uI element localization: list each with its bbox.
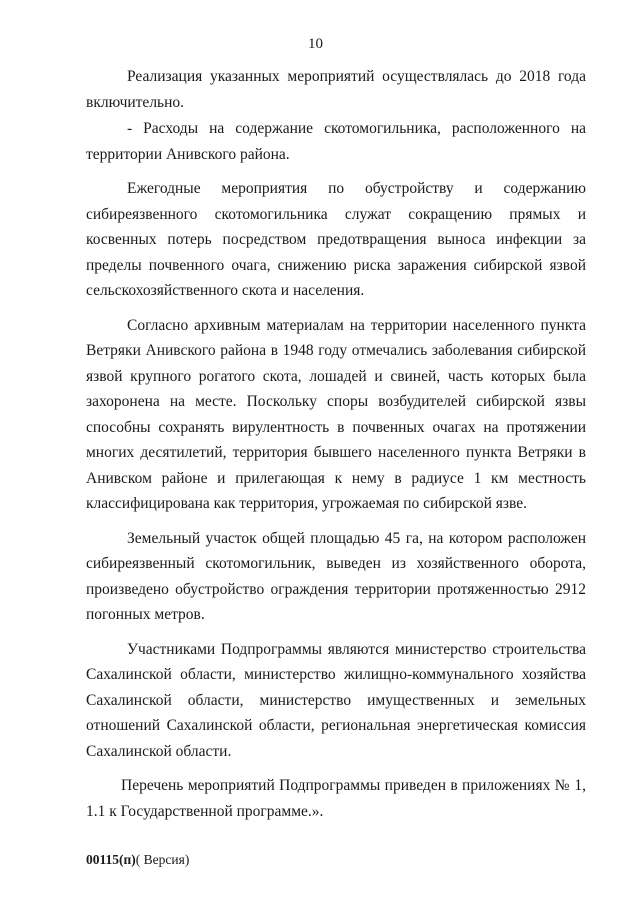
document-version: ( Версия) [135, 852, 190, 867]
paragraph-land-plot: Земельный участок общей площадью 45 га, на котором расположен сибиреязвенный скотомогильник, выведен из хозяйственного оборота, произведено обустройство ограждения территории протяженностью 2912 погонных метров. [86, 529, 586, 623]
paragraph-implementation-period: Реализация указанных мероприятий осуществлялась до 2018 года включительно. [86, 68, 586, 111]
paragraph-participants: Участниками Подпрограммы являются министерство строительства Сахалинской области, министерство жилищно-коммунального хозяйства Сахалинской области, министерство имущественных и земельных отношений Сахалинской области, региональная энергетическая комиссия Сахалинской области. [86, 640, 586, 760]
paragraph-maintenance-expenses: - Расходы на содержание скотомогильника, расположенного на территории Анивского района. [86, 120, 586, 163]
page-number: 10 [308, 36, 323, 52]
paragraph-annual-measures: Ежегодные мероприятия по обустройству и содержанию сибиреязвенного скотомогильника служат сокращению прямых и косвенных потерь посредством предотвращения выноса инфекции за пределы почвенного очага, снижению риска заражения сибирской язвой сельскохозяйственного скота и населения. [86, 180, 586, 299]
document-footer [86, 852, 189, 868]
paragraph-archival-materials: Согласно архивным материалам на территории населенного пункта Ветряки Анивского района в 1948 году отмечались заболевания сибирской язвой крупного рогатого скота, лошадей и свиней, часть которых была захоронена на месте. Поскольку споры возбудителей сибирской язвы способны сохранять вирулентность в почвенных очагах на протяжении многих десятилетий, территория бывшего населенного пункта Ветряки в Анивском районе и прилегающая к нему в радиусе 1 км местность классифицирована как территория, угрожаемая по сибирской язве. [86, 316, 586, 512]
document-body [86, 64, 586, 824]
document-code: 00115(п) [86, 852, 136, 867]
paragraph-measures-list: Перечень мероприятий Подпрограммы приведен в приложениях № 1, 1.1 к Государственной программе.». [86, 777, 586, 820]
